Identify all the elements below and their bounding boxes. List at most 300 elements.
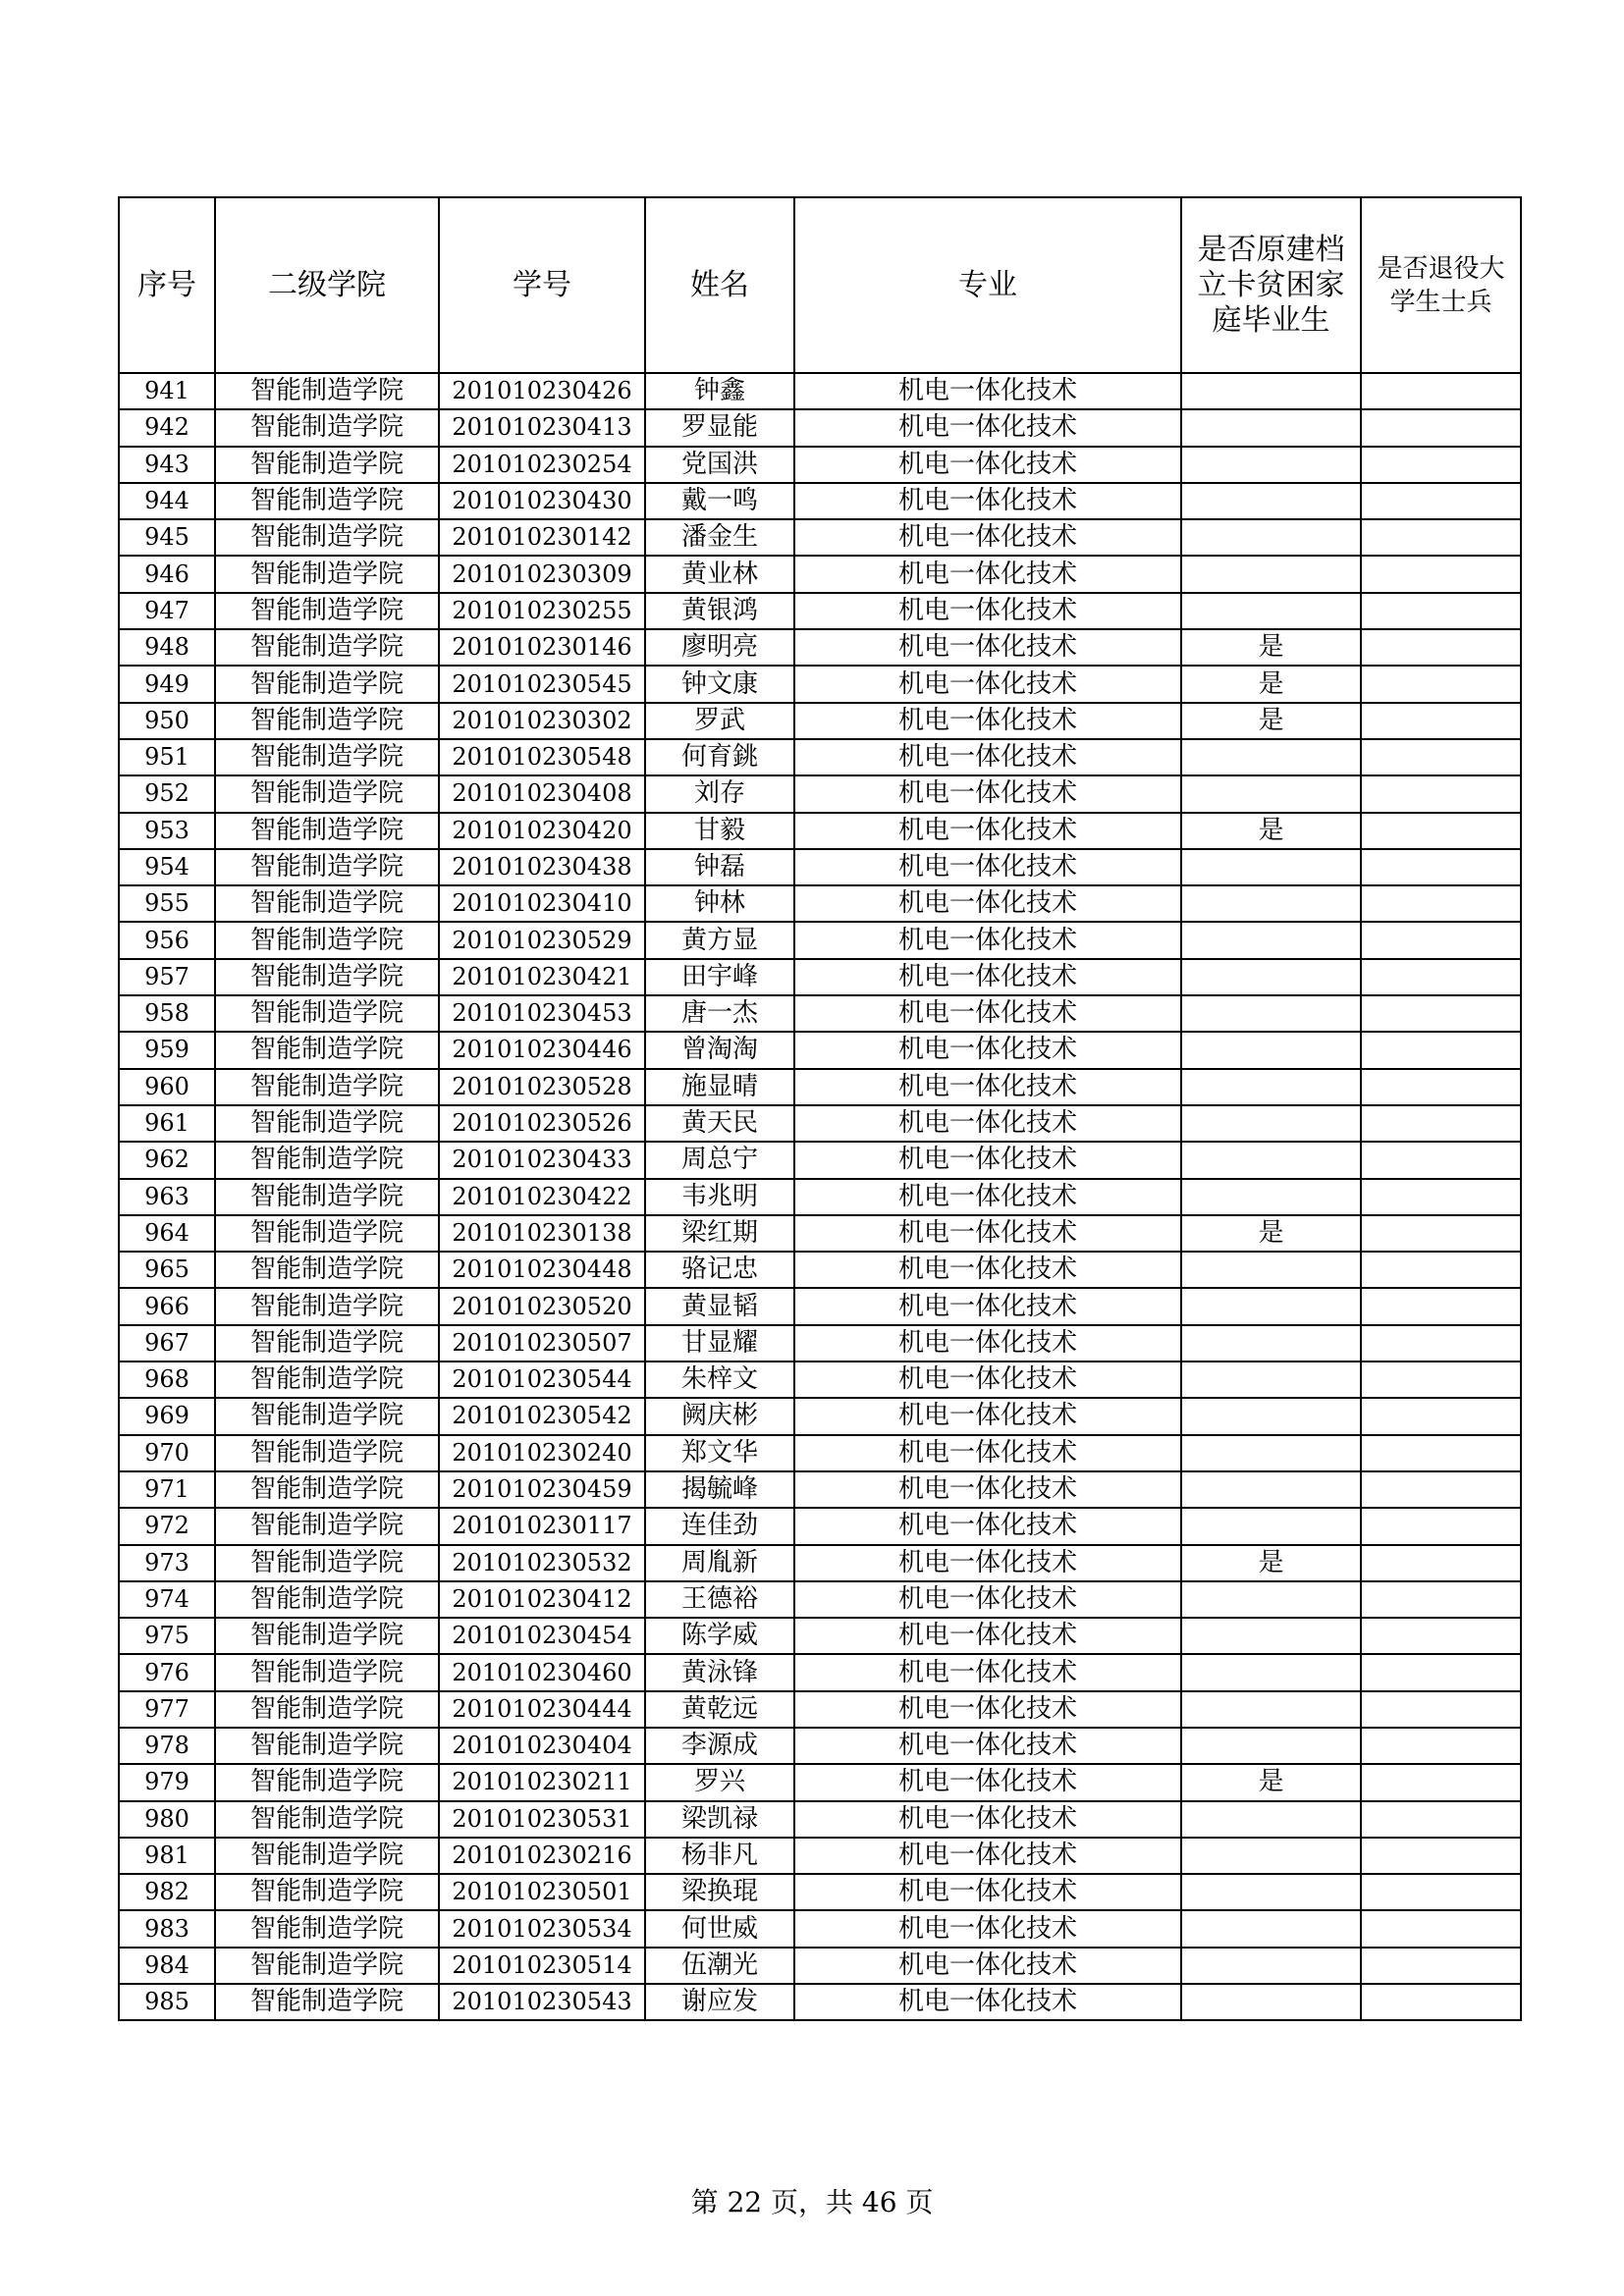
cell-college: 智能制造学院 [215,629,439,666]
cell-name: 何世威 [645,1910,794,1947]
cell-veteran-status [1361,739,1521,775]
cell-student-id: 201010230138 [439,1215,645,1252]
cell-major: 机电一体化技术 [794,885,1181,922]
cell-veteran-status [1361,1910,1521,1947]
cell-student-id: 201010230446 [439,1032,645,1068]
cell-college: 智能制造学院 [215,1545,439,1581]
cell-student-id: 201010230520 [439,1288,645,1324]
cell-poverty-status [1181,1691,1361,1728]
cell-student-id: 201010230507 [439,1325,645,1362]
table-row [119,373,1521,409]
cell-poverty-status [1181,922,1361,958]
cell-index: 980 [119,1801,215,1838]
cell-student-id: 201010230211 [439,1764,645,1800]
cell-name: 黄业林 [645,556,794,592]
cell-college: 智能制造学院 [215,1288,439,1324]
cell-poverty-status [1181,1801,1361,1838]
cell-major: 机电一体化技术 [794,519,1181,556]
cell-veteran-status [1361,593,1521,629]
table-row [119,1105,1521,1142]
cell-index: 982 [119,1874,215,1910]
cell-poverty-status [1181,959,1361,995]
cell-name: 何育銚 [645,739,794,775]
cell-student-id: 201010230460 [439,1654,645,1690]
cell-student-id: 201010230454 [439,1618,645,1654]
cell-veteran-status [1361,629,1521,666]
cell-major: 机电一体化技术 [794,1142,1181,1178]
cell-name: 廖明亮 [645,629,794,666]
cell-poverty-status [1181,1069,1361,1105]
cell-name: 钟文康 [645,666,794,702]
cell-college: 智能制造学院 [215,409,439,446]
cell-student-id: 201010230543 [439,1984,645,2020]
cell-name: 朱梓文 [645,1362,794,1398]
cell-poverty-status: 是 [1181,1545,1361,1581]
cell-major: 机电一体化技术 [794,1948,1181,1984]
cell-name: 王德裕 [645,1581,794,1618]
table-row [119,1874,1521,1910]
cell-student-id: 201010230433 [439,1142,645,1178]
table-row [119,1032,1521,1068]
cell-poverty-status [1181,1581,1361,1618]
header-row [119,197,1521,373]
cell-index: 977 [119,1691,215,1728]
cell-name: 陈学威 [645,1618,794,1654]
cell-major: 机电一体化技术 [794,1105,1181,1142]
cell-name: 罗武 [645,703,794,739]
cell-college: 智能制造学院 [215,703,439,739]
cell-poverty-status [1181,556,1361,592]
cell-major: 机电一体化技术 [794,703,1181,739]
cell-index: 978 [119,1728,215,1764]
table-row [119,1252,1521,1288]
cell-student-id: 201010230302 [439,703,645,739]
cell-veteran-status [1361,1435,1521,1471]
cell-college: 智能制造学院 [215,1618,439,1654]
cell-veteran-status [1361,1581,1521,1618]
table-row [119,703,1521,739]
cell-major: 机电一体化技术 [794,1032,1181,1068]
cell-poverty-status [1181,1654,1361,1690]
table-row [119,1545,1521,1581]
cell-index: 965 [119,1252,215,1288]
cell-college: 智能制造学院 [215,1801,439,1838]
cell-college: 智能制造学院 [215,1948,439,1984]
cell-name: 戴一鸣 [645,483,794,519]
cell-poverty-status [1181,1142,1361,1178]
cell-veteran-status [1361,1288,1521,1324]
cell-student-id: 201010230528 [439,1069,645,1105]
cell-name: 阙庆彬 [645,1398,794,1434]
cell-major: 机电一体化技术 [794,1252,1181,1288]
cell-college: 智能制造学院 [215,593,439,629]
cell-name: 党国洪 [645,447,794,483]
cell-poverty-status [1181,739,1361,775]
cell-major: 机电一体化技术 [794,1325,1181,1362]
cell-veteran-status [1361,1252,1521,1288]
cell-index: 962 [119,1142,215,1178]
cell-college: 智能制造学院 [215,1728,439,1764]
cell-college: 智能制造学院 [215,1910,439,1947]
cell-index: 968 [119,1362,215,1398]
cell-index: 958 [119,995,215,1032]
cell-college: 智能制造学院 [215,775,439,812]
table-row [119,1215,1521,1252]
cell-college: 智能制造学院 [215,1179,439,1215]
cell-veteran-status [1361,1069,1521,1105]
cell-name: 梁凯禄 [645,1801,794,1838]
table-row [119,1654,1521,1690]
cell-veteran-status [1361,1325,1521,1362]
table-row [119,1838,1521,1874]
cell-college: 智能制造学院 [215,1874,439,1910]
cell-student-id: 201010230254 [439,447,645,483]
cell-veteran-status [1361,1398,1521,1434]
cell-index: 954 [119,849,215,885]
cell-poverty-status [1181,1105,1361,1142]
cell-college: 智能制造学院 [215,447,439,483]
cell-poverty-status [1181,409,1361,446]
cell-poverty-status [1181,1984,1361,2020]
cell-name: 黄乾远 [645,1691,794,1728]
table-row [119,1691,1521,1728]
table-row [119,775,1521,812]
cell-name: 黄天民 [645,1105,794,1142]
cell-poverty-status: 是 [1181,1215,1361,1252]
cell-college: 智能制造学院 [215,1581,439,1618]
cell-name: 郑文华 [645,1435,794,1471]
cell-student-id: 201010230532 [439,1545,645,1581]
cell-major: 机电一体化技术 [794,1215,1181,1252]
cell-veteran-status [1361,1105,1521,1142]
cell-veteran-status [1361,1984,1521,2020]
cell-college: 智能制造学院 [215,1362,439,1398]
cell-student-id: 201010230413 [439,409,645,446]
cell-index: 950 [119,703,215,739]
table-row [119,813,1521,849]
cell-student-id: 201010230453 [439,995,645,1032]
table-row [119,483,1521,519]
header-veteran-status: 是否退役大学生士兵 [1361,197,1521,373]
cell-college: 智能制造学院 [215,1069,439,1105]
cell-poverty-status: 是 [1181,1764,1361,1800]
cell-poverty-status [1181,885,1361,922]
cell-index: 970 [119,1435,215,1471]
cell-veteran-status [1361,519,1521,556]
cell-veteran-status [1361,373,1521,409]
cell-poverty-status [1181,1910,1361,1947]
cell-major: 机电一体化技术 [794,1471,1181,1508]
cell-major: 机电一体化技术 [794,1179,1181,1215]
cell-name: 黄显韬 [645,1288,794,1324]
cell-college: 智能制造学院 [215,519,439,556]
graduate-list-table [118,196,1522,2021]
table-row [119,922,1521,958]
cell-college: 智能制造学院 [215,1984,439,2020]
cell-name: 周总宁 [645,1142,794,1178]
cell-college: 智能制造学院 [215,1654,439,1690]
cell-name: 钟磊 [645,849,794,885]
cell-index: 969 [119,1398,215,1434]
cell-major: 机电一体化技术 [794,1545,1181,1581]
cell-index: 944 [119,483,215,519]
cell-name: 黄银鸿 [645,593,794,629]
cell-name: 梁红期 [645,1215,794,1252]
header-college: 二级学院 [215,197,439,373]
cell-college: 智能制造学院 [215,666,439,702]
table-row [119,959,1521,995]
cell-college: 智能制造学院 [215,1252,439,1288]
cell-major: 机电一体化技术 [794,1691,1181,1728]
header-index: 序号 [119,197,215,373]
table-row [119,1362,1521,1398]
table-row [119,1142,1521,1178]
cell-index: 949 [119,666,215,702]
cell-name: 伍潮光 [645,1948,794,1984]
cell-index: 984 [119,1948,215,1984]
cell-poverty-status: 是 [1181,703,1361,739]
cell-veteran-status [1361,775,1521,812]
table-row [119,666,1521,702]
cell-poverty-status [1181,1398,1361,1434]
table-row [119,1728,1521,1764]
cell-college: 智能制造学院 [215,922,439,958]
table-row [119,1910,1521,1947]
cell-major: 机电一体化技术 [794,556,1181,592]
table-row [119,593,1521,629]
cell-college: 智能制造学院 [215,1691,439,1728]
table-row [119,995,1521,1032]
header-major: 专业 [794,197,1181,373]
cell-major: 机电一体化技术 [794,373,1181,409]
cell-poverty-status [1181,1948,1361,1984]
cell-poverty-status [1181,995,1361,1032]
table-row [119,629,1521,666]
cell-name: 黄泳锋 [645,1654,794,1690]
cell-major: 机电一体化技术 [794,849,1181,885]
cell-index: 956 [119,922,215,958]
cell-student-id: 201010230117 [439,1508,645,1544]
cell-index: 981 [119,1838,215,1874]
cell-poverty-status [1181,519,1361,556]
cell-index: 941 [119,373,215,409]
cell-poverty-status [1181,483,1361,519]
cell-major: 机电一体化技术 [794,1362,1181,1398]
cell-poverty-status: 是 [1181,629,1361,666]
cell-name: 梁换琨 [645,1874,794,1910]
cell-veteran-status [1361,1142,1521,1178]
cell-poverty-status [1181,1288,1361,1324]
cell-veteran-status [1361,849,1521,885]
cell-college: 智能制造学院 [215,1142,439,1178]
cell-college: 智能制造学院 [215,739,439,775]
cell-name: 周胤新 [645,1545,794,1581]
table-row [119,519,1521,556]
cell-veteran-status [1361,1764,1521,1800]
cell-college: 智能制造学院 [215,885,439,922]
cell-student-id: 201010230422 [439,1179,645,1215]
cell-index: 943 [119,447,215,483]
cell-index: 953 [119,813,215,849]
cell-college: 智能制造学院 [215,483,439,519]
cell-major: 机电一体化技术 [794,483,1181,519]
cell-index: 960 [119,1069,215,1105]
cell-index: 973 [119,1545,215,1581]
cell-major: 机电一体化技术 [794,629,1181,666]
cell-student-id: 201010230410 [439,885,645,922]
table-row [119,1179,1521,1215]
cell-veteran-status [1361,1654,1521,1690]
cell-major: 机电一体化技术 [794,1874,1181,1910]
cell-major: 机电一体化技术 [794,1728,1181,1764]
header-student-id: 学号 [439,197,645,373]
cell-college: 智能制造学院 [215,849,439,885]
cell-name: 罗兴 [645,1764,794,1800]
table-body [119,373,1521,2020]
cell-poverty-status [1181,373,1361,409]
cell-index: 947 [119,593,215,629]
cell-veteran-status [1361,703,1521,739]
cell-index: 974 [119,1581,215,1618]
cell-name: 李源成 [645,1728,794,1764]
cell-index: 963 [119,1179,215,1215]
cell-veteran-status [1361,1728,1521,1764]
cell-poverty-status: 是 [1181,666,1361,702]
cell-poverty-status [1181,1508,1361,1544]
cell-index: 945 [119,519,215,556]
cell-student-id: 201010230426 [439,373,645,409]
cell-veteran-status [1361,1545,1521,1581]
cell-name: 甘毅 [645,813,794,849]
cell-major: 机电一体化技术 [794,1508,1181,1544]
cell-index: 967 [119,1325,215,1362]
cell-student-id: 201010230255 [439,593,645,629]
cell-index: 948 [119,629,215,666]
cell-veteran-status [1361,409,1521,446]
cell-poverty-status: 是 [1181,813,1361,849]
cell-name: 钟鑫 [645,373,794,409]
cell-veteran-status [1361,666,1521,702]
cell-poverty-status [1181,1325,1361,1362]
cell-index: 942 [119,409,215,446]
cell-name: 韦兆明 [645,1179,794,1215]
cell-veteran-status [1361,1948,1521,1984]
cell-poverty-status [1181,1179,1361,1215]
cell-poverty-status [1181,1362,1361,1398]
cell-index: 976 [119,1654,215,1690]
cell-major: 机电一体化技术 [794,1910,1181,1947]
cell-student-id: 201010230545 [439,666,645,702]
cell-student-id: 201010230240 [439,1435,645,1471]
cell-college: 智能制造学院 [215,1105,439,1142]
cell-student-id: 201010230514 [439,1948,645,1984]
cell-college: 智能制造学院 [215,1764,439,1800]
cell-index: 966 [119,1288,215,1324]
cell-major: 机电一体化技术 [794,1654,1181,1690]
cell-index: 971 [119,1471,215,1508]
cell-index: 972 [119,1508,215,1544]
cell-major: 机电一体化技术 [794,1288,1181,1324]
cell-index: 951 [119,739,215,775]
cell-veteran-status [1361,1215,1521,1252]
cell-student-id: 201010230309 [439,556,645,592]
cell-student-id: 201010230544 [439,1362,645,1398]
cell-student-id: 201010230548 [439,739,645,775]
cell-college: 智能制造学院 [215,995,439,1032]
cell-student-id: 201010230438 [439,849,645,885]
cell-veteran-status [1361,1618,1521,1654]
cell-index: 959 [119,1032,215,1068]
cell-name: 施显晴 [645,1069,794,1105]
table-row [119,1618,1521,1654]
table-row [119,447,1521,483]
cell-college: 智能制造学院 [215,1435,439,1471]
cell-veteran-status [1361,1838,1521,1874]
cell-veteran-status [1361,959,1521,995]
cell-major: 机电一体化技术 [794,409,1181,446]
cell-major: 机电一体化技术 [794,1398,1181,1434]
cell-index: 975 [119,1618,215,1654]
cell-major: 机电一体化技术 [794,922,1181,958]
table-row [119,556,1521,592]
cell-index: 983 [119,1910,215,1947]
cell-major: 机电一体化技术 [794,1801,1181,1838]
cell-major: 机电一体化技术 [794,739,1181,775]
cell-poverty-status [1181,1471,1361,1508]
cell-college: 智能制造学院 [215,1325,439,1362]
cell-major: 机电一体化技术 [794,1764,1181,1800]
cell-name: 连佳劲 [645,1508,794,1544]
cell-veteran-status [1361,1179,1521,1215]
cell-major: 机电一体化技术 [794,1581,1181,1618]
header-name: 姓名 [645,197,794,373]
cell-veteran-status [1361,556,1521,592]
cell-index: 952 [119,775,215,812]
cell-name: 甘显耀 [645,1325,794,1362]
cell-major: 机电一体化技术 [794,813,1181,849]
cell-college: 智能制造学院 [215,959,439,995]
table-row [119,1764,1521,1800]
cell-student-id: 201010230531 [439,1801,645,1838]
table-row [119,1508,1521,1544]
cell-index: 961 [119,1105,215,1142]
cell-veteran-status [1361,1362,1521,1398]
cell-name: 钟林 [645,885,794,922]
table-row [119,1435,1521,1471]
cell-name: 潘金生 [645,519,794,556]
cell-student-id: 201010230534 [439,1910,645,1947]
cell-index: 946 [119,556,215,592]
cell-name: 田宇峰 [645,959,794,995]
cell-student-id: 201010230529 [439,922,645,958]
cell-poverty-status [1181,447,1361,483]
cell-poverty-status [1181,775,1361,812]
cell-major: 机电一体化技术 [794,1838,1181,1874]
page-number: 第 22 页，共 46 页 [690,2186,934,2218]
cell-poverty-status [1181,593,1361,629]
cell-student-id: 201010230542 [439,1398,645,1434]
table-row [119,739,1521,775]
table-row [119,1069,1521,1105]
cell-index: 964 [119,1215,215,1252]
cell-poverty-status [1181,1874,1361,1910]
cell-student-id: 201010230459 [439,1471,645,1508]
cell-veteran-status [1361,1691,1521,1728]
table-row [119,409,1521,446]
cell-index: 985 [119,1984,215,2020]
cell-major: 机电一体化技术 [794,1984,1181,2020]
cell-name: 罗显能 [645,409,794,446]
